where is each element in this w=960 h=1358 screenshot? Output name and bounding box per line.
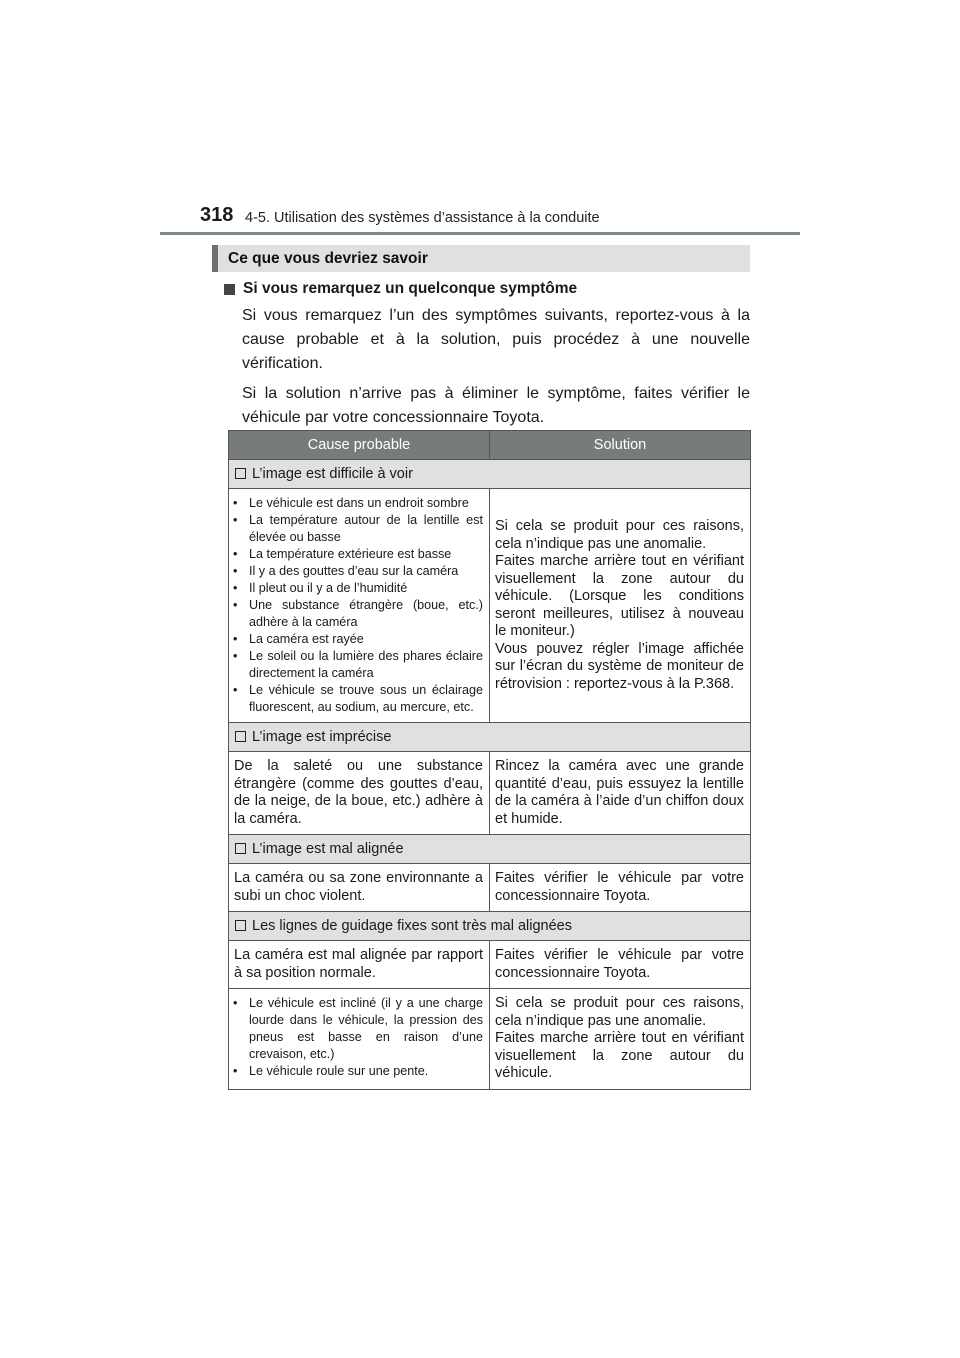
list-item: • Une substance étrangère (boue, etc.) adhère à la caméra <box>233 598 483 629</box>
checkbox-icon <box>235 468 246 479</box>
table-row <box>229 752 751 835</box>
intro-paragraph-2: Si la solution n’arrive pas à éliminer le symptôme, faites vérifier le véhicule par votre concessionnaire Toyota. <box>242 385 750 426</box>
checkbox-icon <box>235 731 246 742</box>
group-title <box>229 912 751 941</box>
solution-text: Si cela se produit pour ces raisons, cela n’indique pas une anomalie. Faites marche arrière tout en vérifiant visuellement la zone autour du véhicule. <box>495 995 744 1081</box>
list-item: • La température extérieure est basse <box>233 547 452 561</box>
intro-paragraph-1: Si vous remarquez l’un des symptômes suivants, reportez-vous à la cause probable et à la solution, puis procédez à une nouvelle vérification. <box>242 307 750 372</box>
header-rule <box>160 232 800 235</box>
checkbox-icon <box>235 920 246 931</box>
intro-heading-text: Si vous remarquez un quelconque symptôme <box>243 280 578 297</box>
cause-text: La caméra est mal alignée par rapport à sa position normale. <box>234 947 483 981</box>
section-title: 4-5. Utilisation des systèmes d’assistance à la conduite <box>245 210 600 226</box>
group-row <box>229 460 751 489</box>
cause-cell <box>229 941 490 989</box>
solution-text: Faites vérifier le véhicule par votre concessionnaire Toyota. <box>495 947 744 981</box>
list-item: • Le véhicule est incliné (il y a une charge lourde dans le véhicule, la pression des pneus est basse en raison d’une crevaison, etc.) <box>233 996 483 1061</box>
list-item: • La caméra est rayée <box>233 632 364 646</box>
list-item: • Le soleil ou la lumière des phares éclaire directement la caméra <box>233 649 483 680</box>
square-bullet-icon <box>224 284 235 295</box>
group-title <box>229 460 751 489</box>
solution-cell <box>490 864 751 912</box>
group-title-text: L’image est difficile à voir <box>252 466 413 482</box>
cause-cell <box>229 989 490 1090</box>
group-title <box>229 723 751 752</box>
table-row <box>229 489 751 723</box>
list-item: • Le véhicule est dans un endroit sombre <box>233 496 469 510</box>
cause-cell <box>229 864 490 912</box>
group-row <box>229 912 751 941</box>
know-box-accent-bar <box>212 245 218 272</box>
header-cause: Cause probable <box>229 431 490 460</box>
cause-list <box>229 489 489 722</box>
table-row <box>229 941 751 989</box>
group-title-text: Les lignes de guidage fixes sont très mal alignées <box>252 918 572 934</box>
table-row <box>229 864 751 912</box>
group-row <box>229 835 751 864</box>
list-item: • Il y a des gouttes d’eau sur la caméra <box>233 564 459 578</box>
group-row <box>229 723 751 752</box>
cause-list <box>229 989 489 1086</box>
solution-cell <box>490 941 751 989</box>
table-header-row <box>229 431 751 460</box>
group-title-text: L’image est imprécise <box>252 729 392 745</box>
solution-cell <box>490 489 751 723</box>
page-number: 318 <box>200 204 234 226</box>
header-solution: Solution <box>490 431 751 460</box>
know-box-title: Ce que vous devriez savoir <box>228 250 428 267</box>
cause-cell <box>229 752 490 835</box>
solution-cell <box>490 989 751 1090</box>
list-item: • Le véhicule roule sur une pente. <box>233 1064 429 1078</box>
solution-text: Rincez la caméra avec une grande quantité d’eau, puis essuyez la lentille de la caméra à l’aide d’un chiffon doux et humide. <box>495 758 744 827</box>
list-item: • Le véhicule se trouve sous un éclairage fluorescent, au sodium, au mercure, etc. <box>233 683 483 714</box>
intro-section <box>224 280 750 436</box>
cause-text: La caméra ou sa zone environnante a subi un choc violent. <box>234 870 483 904</box>
symptom-table <box>228 430 751 1090</box>
list-item: • La température autour de la lentille est élevée ou basse <box>233 513 483 544</box>
solution-text: Faites vérifier le véhicule par votre concessionnaire Toyota. <box>495 870 744 904</box>
know-box <box>212 245 750 272</box>
solution-cell <box>490 752 751 835</box>
table-row <box>229 989 751 1090</box>
cause-cell <box>229 489 490 723</box>
group-title <box>229 835 751 864</box>
group-title-text: L’image est mal alignée <box>252 841 404 857</box>
list-item: • Il pleut ou il y a de l’humidité <box>233 581 408 595</box>
checkbox-icon <box>235 843 246 854</box>
cause-text: De la saleté ou une substance étrangère (comme des gouttes d’eau, de la neige, de la boue, etc.) adhère à la caméra. <box>234 758 483 827</box>
intro-heading <box>224 280 750 298</box>
solution-text: Si cela se produit pour ces raisons, cela n’indique pas une anomalie. Faites marche arrière tout en vérifiant visuellement la zone autour du véhicule. (Lorsque les conditions seront meilleures, utilisez à nouveau le moniteur.) Vous pouvez régler l’image affichée sur l’écran du système de moniteur de rétrovision : reportez-vous à la P.368. <box>495 518 744 692</box>
